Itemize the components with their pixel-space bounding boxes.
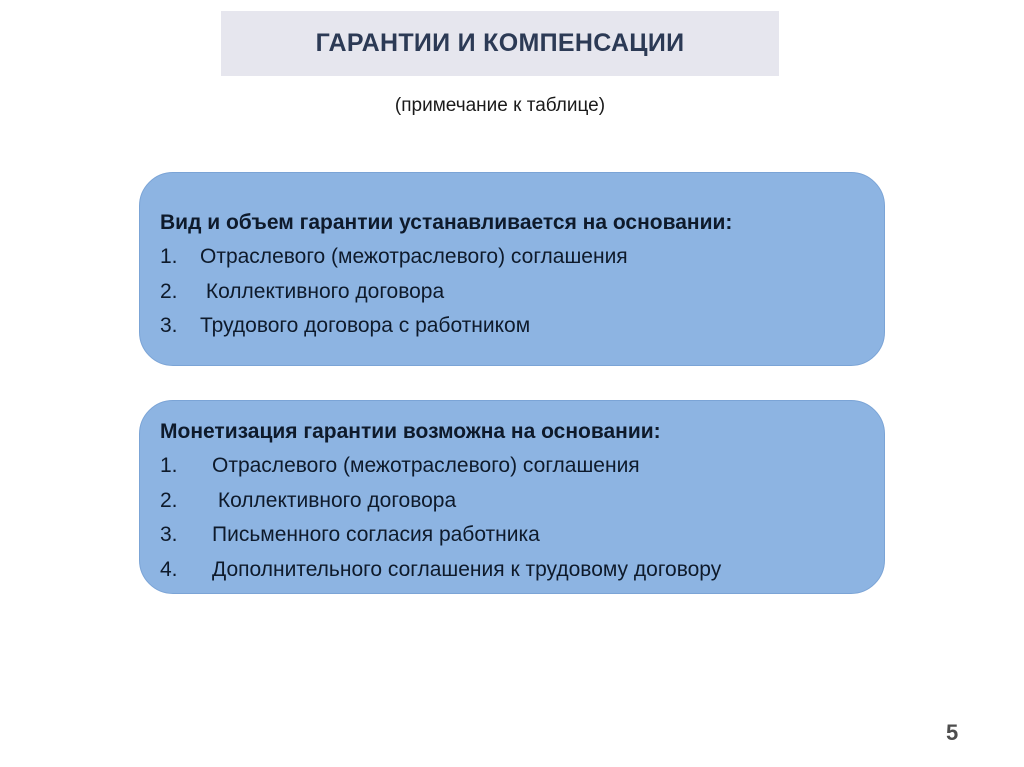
guarantee-basis-list (160, 240, 884, 344)
subtitle: (примечание к таблице) (394, 95, 606, 116)
list-item (160, 240, 884, 275)
list-item (160, 484, 884, 519)
list-item (160, 309, 884, 344)
list-item-text: Письменного согласия работника (212, 523, 540, 546)
page-title: ГАРАНТИИ И КОМПЕНСАЦИИ (315, 29, 685, 57)
list-item (160, 553, 884, 588)
box-heading: Монетизация гарантии возможна на основании: (160, 420, 661, 443)
list-item (160, 275, 884, 310)
list-item-number: 4. (160, 557, 178, 581)
guarantee-basis-box (139, 172, 885, 366)
list-item-text: Отраслевого (межотраслевого) соглашения (200, 245, 628, 268)
list-item-number: 2. (160, 488, 178, 512)
list-item-number: 3. (160, 523, 178, 546)
list-item-text: Дополнительного соглашения к трудовому договору (212, 557, 722, 581)
title-bar (221, 11, 779, 76)
page-number: 5 (946, 720, 959, 745)
list-item-number: 3. (160, 314, 178, 337)
list-item-number: 1. (160, 454, 178, 477)
list-item-text: Трудового договора с работником (200, 314, 531, 337)
list-item (160, 449, 884, 484)
monetization-basis-list (160, 449, 884, 587)
box-heading: Вид и объем гарантии устанавливается на основании: (160, 211, 733, 234)
list-item-number: 1. (160, 245, 178, 268)
list-item (160, 518, 884, 553)
list-item-text: Отраслевого (межотраслевого) соглашения (212, 454, 640, 477)
list-item-text: Коллективного договора (212, 488, 457, 512)
list-item-number: 2. (160, 279, 178, 303)
list-item-text: Коллективного договора (200, 279, 445, 303)
monetization-basis-box (139, 400, 885, 594)
